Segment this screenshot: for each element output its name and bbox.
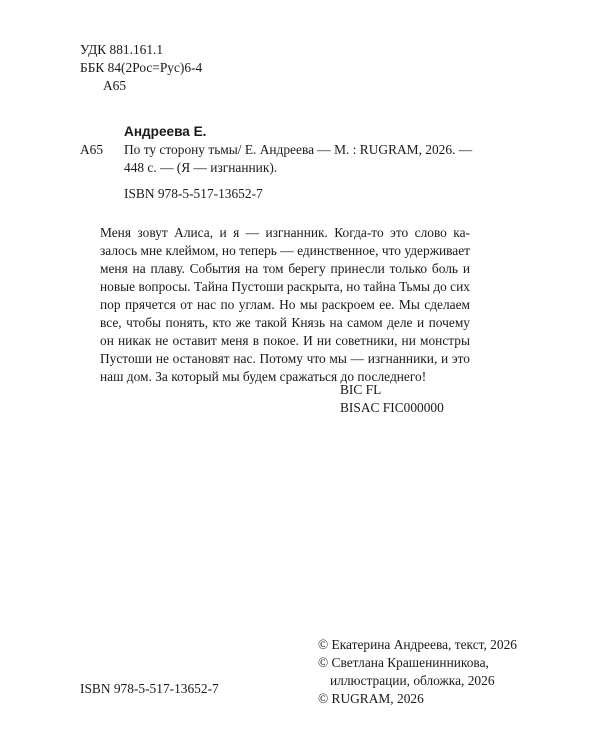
annotation-line: пор прячется от нас по углам. Но мы раскроем ее. Мы сделаем	[100, 297, 470, 312]
annotation	[100, 224, 470, 386]
isbn-record: ISBN 978-5-517-13652-7	[124, 186, 263, 201]
annotation-line: залось мне клеймом, но теперь — единственное, что удерживает	[100, 243, 470, 258]
isbn-footer: ISBN 978-5-517-13652-7	[80, 681, 219, 696]
bisac-code: BISAC FIC000000	[340, 400, 444, 415]
bbk-code: ББК 84(2Рос=Рус)6-4	[80, 60, 203, 75]
author-mark-side: А65	[80, 142, 104, 157]
copyright-illustrations: © Светлана Крашенинникова,	[318, 655, 489, 670]
author-mark-top: А65	[103, 78, 127, 93]
copyright-publisher: © RUGRAM, 2026	[318, 691, 424, 706]
copyright-illustrations-cont: иллюстрации, обложка, 2026	[330, 673, 495, 688]
bibliographic-line: 448 с. — (Я — изгнанник).	[124, 160, 278, 175]
annotation-line: Пустоши не остановят нас. Потому что мы — изгнанники, и это	[100, 351, 470, 366]
annotation-line: меня на плаву. События на том берегу принесли только боль и	[100, 261, 470, 276]
annotation-line: все, чтобы понять, кто же такой Князь на самом деле и почему	[100, 315, 470, 330]
bic-code: BIC FL	[340, 382, 382, 397]
bibliographic-record	[124, 141, 472, 177]
annotation-line: он никак не оставит меня в покое. И ни советники, ни монстры	[100, 333, 470, 348]
annotation-line: Меня зовут Алиса, и я — изгнанник. Когда-то это слово ка-	[100, 225, 470, 240]
annotation-line: наш дом. За который мы будем сражаться до последнего!	[100, 369, 427, 384]
bibliographic-line: По ту сторону тьмы/ Е. Андреева — М. : RUGRAM, 2026. —	[124, 142, 473, 157]
copyright-block	[318, 636, 517, 708]
udk-code: УДК 881.161.1	[80, 42, 164, 57]
author-name: Андреева Е.	[124, 124, 207, 139]
copyright-text: © Екатерина Андреева, текст, 2026	[318, 637, 517, 652]
annotation-line: новые вопросы. Тайна Пустоши раскрыта, но тайна Тьмы до сих	[100, 279, 470, 294]
